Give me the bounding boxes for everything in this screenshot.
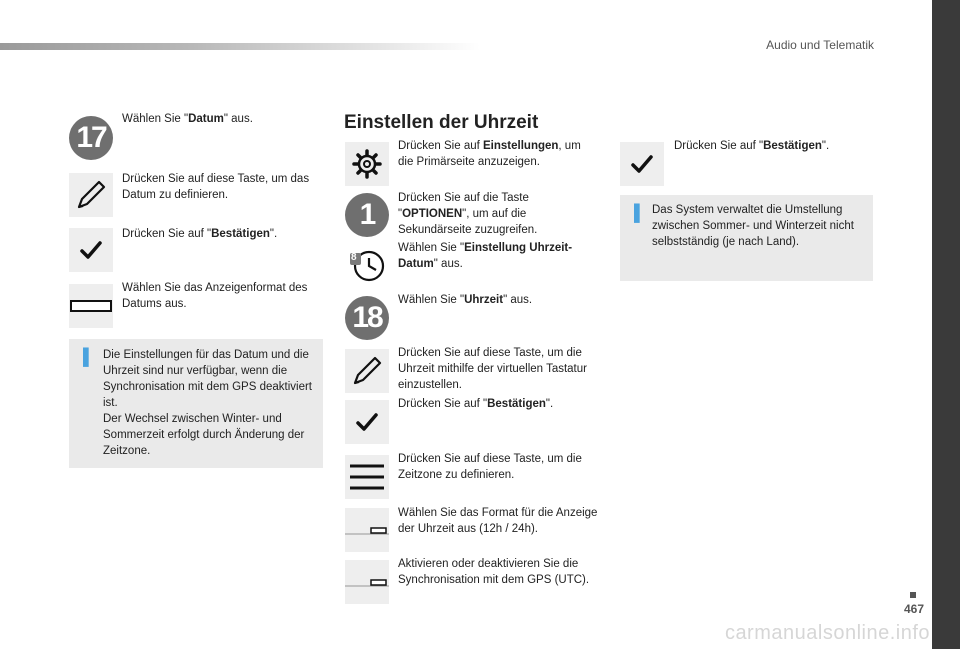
menu-icon[interactable]: [345, 455, 389, 499]
confirm-time-text: Drücken Sie auf "Bestätigen".: [398, 398, 554, 410]
checkmark-icon[interactable]: [620, 142, 664, 186]
step-badge-17: 17: [69, 116, 113, 160]
watermark: carmanualsonline.info: [724, 622, 930, 644]
date-format-text: Wählen Sie das Anzeigenformat des Datums aus.: [122, 282, 308, 310]
toggle-icon[interactable]: [345, 560, 389, 604]
gps-sync-text: Aktivieren oder deaktivieren Sie die Synchronisation mit dem GPS (UTC).: [398, 558, 590, 586]
edit-time-text: Drücken Sie auf diese Taste, um die Uhrzeit mithilfe der virtuellen Tastatur einzustellen.: [398, 347, 587, 391]
timezone-text: Drücken Sie auf diese Taste, um die Zeitzone zu definieren.: [398, 453, 582, 481]
info-icon: ▌: [83, 349, 95, 366]
time-setting-text: Wählen Sie "Einstellung Uhrzeit-Datum" aus.: [398, 242, 573, 270]
step-badge-1: 1: [345, 193, 389, 237]
info-icon: ▌: [634, 205, 646, 222]
pencil-icon[interactable]: [69, 173, 113, 217]
settings-text: Drücken Sie auf Einstellungen, um die Primärseite anzuzeigen.: [398, 140, 581, 168]
checkmark-icon[interactable]: [69, 228, 113, 272]
edit-date-text: Drücken Sie auf diese Taste, um das Datum zu definieren.: [122, 173, 310, 201]
step17-text: Wählen Sie "Datum" aus.: [122, 113, 253, 125]
header-decor-bar: [0, 43, 480, 50]
page-number: 467: [903, 602, 924, 616]
side-tab: [932, 0, 960, 649]
step1-text: Drücken Sie auf die Taste "OPTIONEN", um auf die Sekundärseite zuzugreifen.: [398, 192, 538, 236]
gear-icon[interactable]: [345, 142, 389, 186]
info-box-date: ▌ Die Einstellungen für das Datum und die Uhrzeit sind nur verfügbar, wenn die Synchronisation mit dem GPS deaktiviert ist. Der Wechsel zwischen Winter- und Sommerzeit erfolgt durch Änderung der Zeitzone.: [69, 339, 323, 468]
checkmark-icon[interactable]: [345, 400, 389, 444]
step18-text: Wählen Sie "Uhrzeit" aus.: [398, 294, 533, 306]
confirm-date-text: Drücken Sie auf "Bestätigen".: [122, 228, 278, 240]
page-marker: [910, 592, 916, 598]
format-bar-icon[interactable]: [69, 284, 113, 328]
toggle-icon[interactable]: [345, 508, 389, 552]
clock-icon[interactable]: [345, 242, 389, 286]
section-title: Einstellen der Uhrzeit: [344, 112, 539, 133]
info-box-dst: ▌ Das System verwaltet die Umstellung zwischen Sommer- und Winterzeit nicht selbstständig (je nach Land).: [620, 195, 873, 281]
clock-badge: 8: [351, 252, 357, 263]
pencil-icon[interactable]: [345, 349, 389, 393]
confirm-right-text: Drücken Sie auf "Bestätigen".: [674, 140, 830, 152]
step-badge-18: 18: [345, 296, 389, 340]
time-format-text: Wählen Sie das Format für die Anzeige der Uhrzeit aus (12h / 24h).: [398, 507, 598, 535]
section-header: Audio und Telematik: [766, 38, 874, 52]
